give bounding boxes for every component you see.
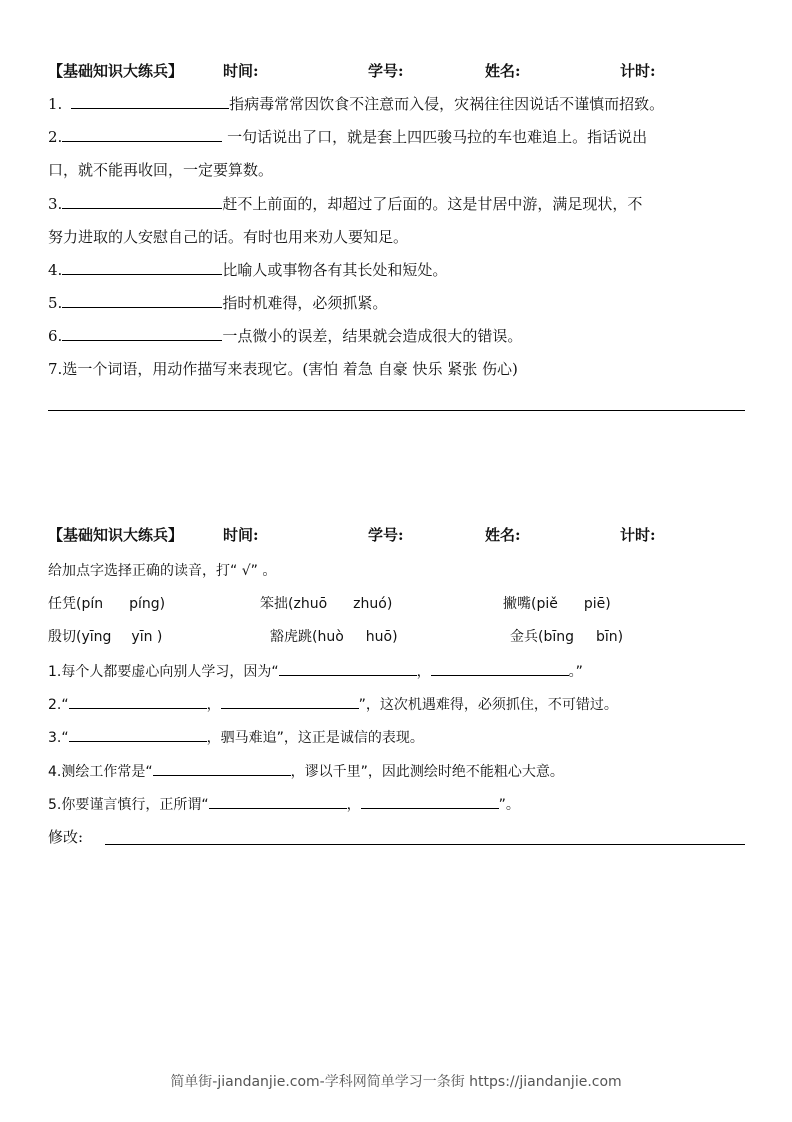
question-separator: ， <box>346 797 361 813</box>
question-number: 1. <box>48 95 63 113</box>
question-prefix: 1.每个人都要虚心向别人学习，因为“ <box>48 664 279 680</box>
question-3 <box>48 193 642 214</box>
answer-blank[interactable] <box>69 727 207 742</box>
pinyin-choice-huohutiao: 豁虎跳(huò huō) <box>270 629 398 645</box>
fill-question-1 <box>48 661 583 681</box>
answer-blank[interactable] <box>221 694 359 709</box>
question-number: 6. <box>48 327 63 345</box>
question-suffix: ”。 <box>498 797 520 813</box>
answer-blank[interactable] <box>209 794 347 809</box>
answer-blank[interactable] <box>62 293 222 308</box>
question-suffix: ，驷马难追”，这正是诚信的表现。 <box>206 730 424 746</box>
pinyin-option-2[interactable]: píng <box>129 596 160 612</box>
fill-question-5 <box>48 794 520 814</box>
answer-blank[interactable] <box>431 661 569 676</box>
question-separator: ， <box>206 697 221 713</box>
question-4 <box>48 259 447 280</box>
question-text: 指时机难得，必须抓紧。 <box>222 294 388 312</box>
question-prefix: 3.“ <box>48 730 69 746</box>
pinyin-option-1[interactable]: pín <box>81 596 104 612</box>
section1-time-label: 时间: <box>223 62 259 80</box>
pinyin-option-1[interactable]: bīng <box>543 629 575 645</box>
pinyin-word: 金兵 <box>510 629 538 645</box>
question-text: 一点微小的误差，结果就会造成很大的错误。 <box>222 327 523 345</box>
answer-blank[interactable] <box>62 260 222 275</box>
section2-timer-label: 计时: <box>620 526 656 544</box>
question-separator: ， <box>416 664 431 680</box>
question-suffix: ”，这次机遇难得，必须抓住，不可错过。 <box>358 697 618 713</box>
pinyin-option-1[interactable]: zhuō <box>293 596 328 612</box>
question-text: 比喻人或事物各有其长处和短处。 <box>222 261 448 279</box>
pinyin-choice-piezui: 撇嘴(piě piē) <box>503 596 611 612</box>
section1-header-title: 【基础知识大练兵】 <box>48 62 184 80</box>
pinyin-option-2[interactable]: bīn <box>596 629 618 645</box>
question-6 <box>48 325 522 346</box>
pinyin-option-2[interactable]: huō <box>365 629 393 645</box>
footer-watermark: 简单街-jiandanjie.com-学科网简单学习一条街 https://jiandanjie.com <box>170 1074 622 1090</box>
question-number: 4. <box>48 261 63 279</box>
answer-blank[interactable] <box>71 94 229 109</box>
question-number: 7. <box>48 360 63 378</box>
answer-blank[interactable] <box>69 694 207 709</box>
pinyin-choice-benzhuo: 笨拙(zhuō zhuó) <box>260 596 393 612</box>
question-prefix: 4.测绘工作常是“ <box>48 764 153 780</box>
question-2 <box>48 126 647 147</box>
fill-question-4 <box>48 761 564 781</box>
pinyin-option-1[interactable]: huò <box>317 629 344 645</box>
revise-label: 修改: <box>48 828 84 846</box>
pinyin-word: 撇嘴 <box>503 596 531 612</box>
pinyin-choice-yinqie: 殷切(yīng yīn ) <box>48 629 163 645</box>
section2-time-label: 时间: <box>223 526 259 544</box>
question-3-continued: 努力进取的人安慰自己的话。有时也用来劝人要知足。 <box>48 228 409 246</box>
question-prefix: 5.你要谨言慎行，正所谓“ <box>48 797 209 813</box>
question-suffix: ，谬以千里”，因此测绘时绝不能粗心大意。 <box>290 764 564 780</box>
section1-timer-label: 计时: <box>620 62 656 80</box>
question-number: 5. <box>48 294 63 312</box>
pinyin-word: 任凭 <box>48 596 76 612</box>
answer-line-7[interactable] <box>48 410 745 411</box>
section2-id-label: 学号: <box>368 526 404 544</box>
section1-name-label: 姓名: <box>485 62 521 80</box>
pinyin-option-1[interactable]: yīng <box>81 629 112 645</box>
answer-blank[interactable] <box>279 661 417 676</box>
pinyin-word: 笨拙 <box>260 596 288 612</box>
pinyin-choice-renping: 任凭(pín píng) <box>48 596 166 612</box>
pinyin-word: 殷切 <box>48 629 76 645</box>
pinyin-word: 豁虎跳 <box>270 629 312 645</box>
section2-name-label: 姓名: <box>485 526 521 544</box>
section1-id-label: 学号: <box>368 62 404 80</box>
revise-answer-line[interactable] <box>105 844 745 845</box>
pinyin-choice-jinbing: 金兵(bīng bīn) <box>510 629 624 645</box>
question-5 <box>48 292 387 313</box>
question-text: 赶不上前面的，却超过了后面的。这是甘居中游，满足现状，不 <box>222 195 643 213</box>
answer-blank[interactable] <box>62 326 222 341</box>
question-text: 选一个词语，用动作描写来表现它。(害怕 着急 自豪 快乐 紧张 伤心) <box>62 360 518 378</box>
question-7 <box>48 358 518 379</box>
answer-blank[interactable] <box>62 127 222 142</box>
answer-blank[interactable] <box>62 194 222 209</box>
question-suffix: 。” <box>568 664 583 680</box>
question-1 <box>48 93 664 114</box>
fill-question-3 <box>48 727 424 747</box>
question-text: 指病毒常常因饮食不注意而入侵，灾祸往往因说话不谨慎而招致。 <box>229 95 665 113</box>
pinyin-option-2[interactable]: piē <box>583 596 606 612</box>
section2-header-title: 【基础知识大练兵】 <box>48 526 184 544</box>
answer-blank[interactable] <box>153 761 291 776</box>
fill-question-2 <box>48 694 618 714</box>
question-number: 2. <box>48 128 63 146</box>
pinyin-option-1[interactable]: piě <box>536 596 558 612</box>
pinyin-option-2[interactable]: yīn <box>131 629 157 645</box>
answer-blank[interactable] <box>361 794 499 809</box>
pinyin-option-2[interactable]: zhuó <box>353 596 387 612</box>
pinyin-instruction: 给加点字选择正确的读音，打“ √” 。 <box>48 563 277 579</box>
question-number: 3. <box>48 195 63 213</box>
question-2-continued: 口，就不能再收回，一定要算数。 <box>48 161 274 179</box>
question-text: 一句话说出了口，就是套上四匹骏马拉的车也难追上。指话说出 <box>222 128 648 146</box>
question-prefix: 2.“ <box>48 697 69 713</box>
